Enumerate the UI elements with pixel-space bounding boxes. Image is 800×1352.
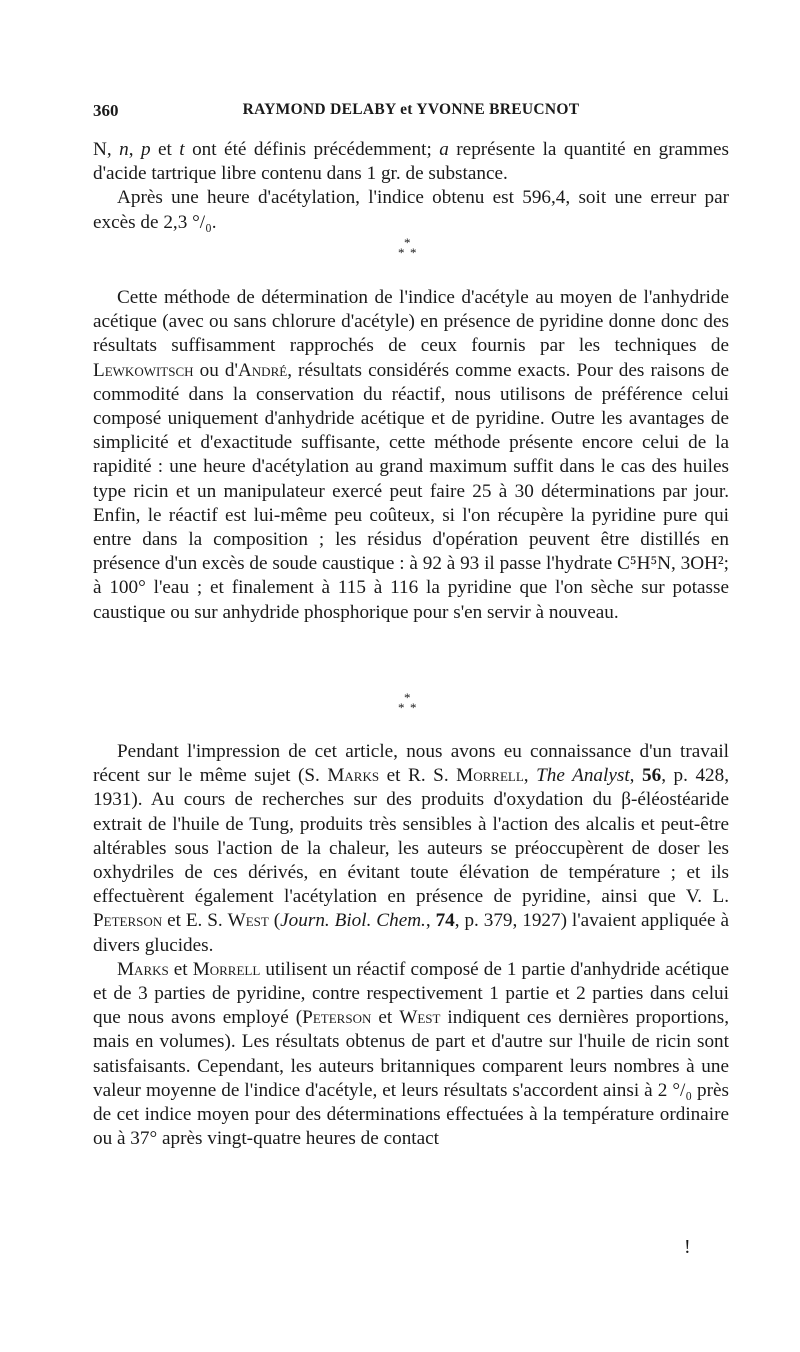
footer-mark: !	[684, 1236, 691, 1258]
section-separator-2: * * *	[398, 690, 417, 715]
running-header	[93, 101, 729, 125]
addendum-block	[93, 740, 729, 1151]
section-separator-1: * * *	[398, 235, 417, 260]
acetylation-result-paragraph: Après une heure d'acétylation, l'indice obtenu est 596,4, soit une erreur par excès de 2,3 °/₀.	[93, 187, 729, 233]
opening-paragraphs	[93, 138, 729, 235]
variables-paragraph: N, n, p et t ont été définis précédemment; a représente la quantité en grammes d'acide tartrique libre contenu dans 1 gr. de substance.	[93, 139, 730, 185]
addendum-paragraph: Pendant l'impression de cet article, nous avons eu connaissance d'un travail récent sur le même sujet (S. Marks et R. S. Morrell, The Analyst, 56, p. 428, 1931). Au cours de recherches sur des produits d'oxydation du β-éléostéaride extrait de l'huile de Tung, produits très sensibles à l'action des alcalis et peut-être altérables sous l'action de la chaleur, les auteurs se préoccupèrent de doser les oxhydriles de ces dérivés, en évitant toute élévation de température ; et ils effectuèrent également l'acétylation en présence de pyridine, ainsi que V. L. Peterson et E. S. West (Journ. Biol. Chem., 74, p. 379, 1927) l'avaient appliquée à divers glucides.	[93, 741, 730, 956]
method-paragraph-block	[93, 286, 729, 625]
comparison-paragraph: Marks et Morrell utilisent un réactif composé de 1 partie d'anhydride acétique et de 3 parties de pyridine, contre respectivement 1 partie et 2 parties dans celui que nous avons employé (Peterson et West indiquent ces dernières proportions, mais en volumes). Les résultats obtenus de part et d'autre sur l'huile de ricin sont satisfaisants. Cependant, les auteurs britanniques comparent leurs nombres à une valeur moyenne de l'indice d'acétyle, et leurs résultats s'accordent ainsi à 2 °/₀ près de cet indice moyen pour des déterminations effectuées à la température ordinaire ou à 37° après vingt-quatre heures de contact	[93, 958, 729, 1150]
running-title: RAYMOND DELABY et YVONNE BREUCNOT	[242, 101, 580, 118]
method-paragraph: Cette méthode de détermination de l'indice d'acétyle au moyen de l'anhydride acétique (avec ou sans chlorure d'acétyle) en présence de pyridine donne donc des résultats suffisamment rapprochés de ceux fournis par les techniques de Lewkowitsch ou d'André, résultats considérés comme exacts. Pour des raisons de commodité dans la conservation du réactif, nous utilisons de préférence celui composé uniquement d'anhydride acétique et de pyridine. Outre les avantages de simplicité et d'exactitude suffisante, cette méthode présente encore celui de la rapidité : une heure d'acétylation au grand maximum suffit dans le cas des huiles type ricin et un manipulateur exercé peut faire 25 à 30 déterminations par jour. Enfin, le réactif est lui-même peu coûteux, si l'on récupère la pyridine pure qui entre dans la composition ; les résidus d'opération peuvent être distillés en présence d'un excès de soude caustique : à 92 à 93 il passe l'hydrate C⁵H⁵N, 3OH²; à 100° l'eau ; et finalement à 115 à 116 la pyridine que l'on sèche sur potasse caustique ou sur anhydride phosphorique pour s'en servir à nouveau.	[93, 287, 729, 623]
page-number: 360	[93, 101, 119, 120]
